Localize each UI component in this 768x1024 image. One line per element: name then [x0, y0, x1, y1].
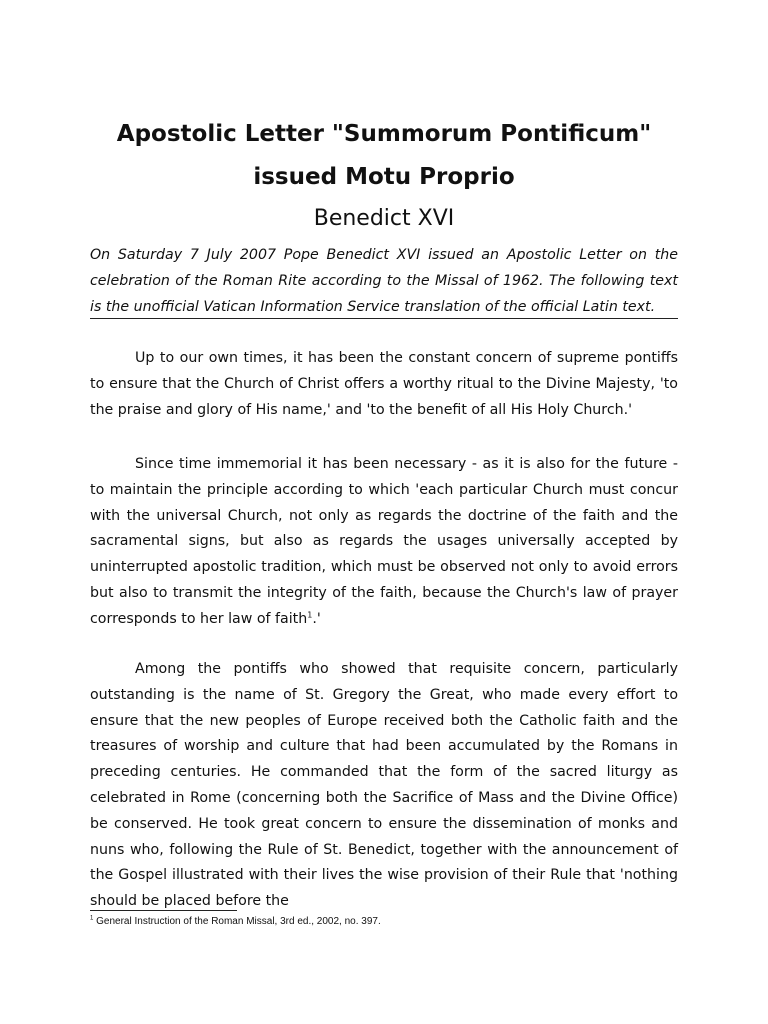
body-paragraph-2-text: Since time immemorial it has been necessary - as it is also for the future - to maintain the principle according to which 'each particular Church must concur with the universal Church, not only as regards the doctrine of the faith and the sacramental signs, but also as regards the usages universally accepted by uninterrupted apostolic tradition, which must be observed not only to avoid errors but also to transmit the integrity of the faith, because the Church's law of prayer corresponds to her law of faith	[90, 456, 678, 627]
body-paragraph-3	[90, 657, 678, 915]
footnote-text: General Instruction of the Roman Missal, 3rd ed., 2002, no. 397.	[96, 916, 381, 927]
footnote-mark: 1	[90, 915, 94, 922]
body-paragraph-2-tail: .'	[312, 610, 321, 627]
document-title-line-1: Apostolic Letter "Summorum Pontificum"	[116, 121, 652, 147]
body-paragraph-2	[90, 452, 678, 633]
intro-paragraph: On Saturday 7 July 2007 Pope Benedict XVI issued an Apostolic Letter on the celebration of the Roman Rite according to the Missal of 1962. The following text is the unofficial Vatican Information Service translation of the official Latin text.	[90, 247, 678, 315]
footnote-divider	[90, 910, 237, 911]
footnote-1	[90, 915, 678, 929]
footnote-reference: 1	[307, 610, 313, 620]
body-paragraph-1	[90, 346, 678, 423]
document-title-line-2: issued Motu Proprio	[253, 164, 515, 190]
body-paragraph-1-text: Up to our own times, it has been the constant concern of supreme pontiffs to ensure that the Church of Christ offers a worthy ritual to the Divine Majesty, 'to the praise and glory of His name,' and 'to the benefit of all His Holy Church.'	[90, 350, 678, 418]
document-author: Benedict XVI	[313, 206, 455, 231]
intro-divider	[90, 318, 678, 319]
body-paragraph-3-text: Among the pontiffs who showed that requisite concern, particularly outstanding is the name of St. Gregory the Great, who made every effort to ensure that the new peoples of Europe received both the Catholic faith and the treasures of worship and culture that had been accumulated by the Romans in preceding centuries. He commanded that the form of the sacred liturgy as celebrated in Rome (concerning both the Sacrifice of Mass and the Divine Office) be conserved. He took great concern to ensure the dissemination of monks and nuns who, following the Rule of St. Benedict, together with the announcement of the Gospel illustrated with their lives the wise provision of their Rule that 'nothing should be placed before the	[90, 661, 678, 910]
